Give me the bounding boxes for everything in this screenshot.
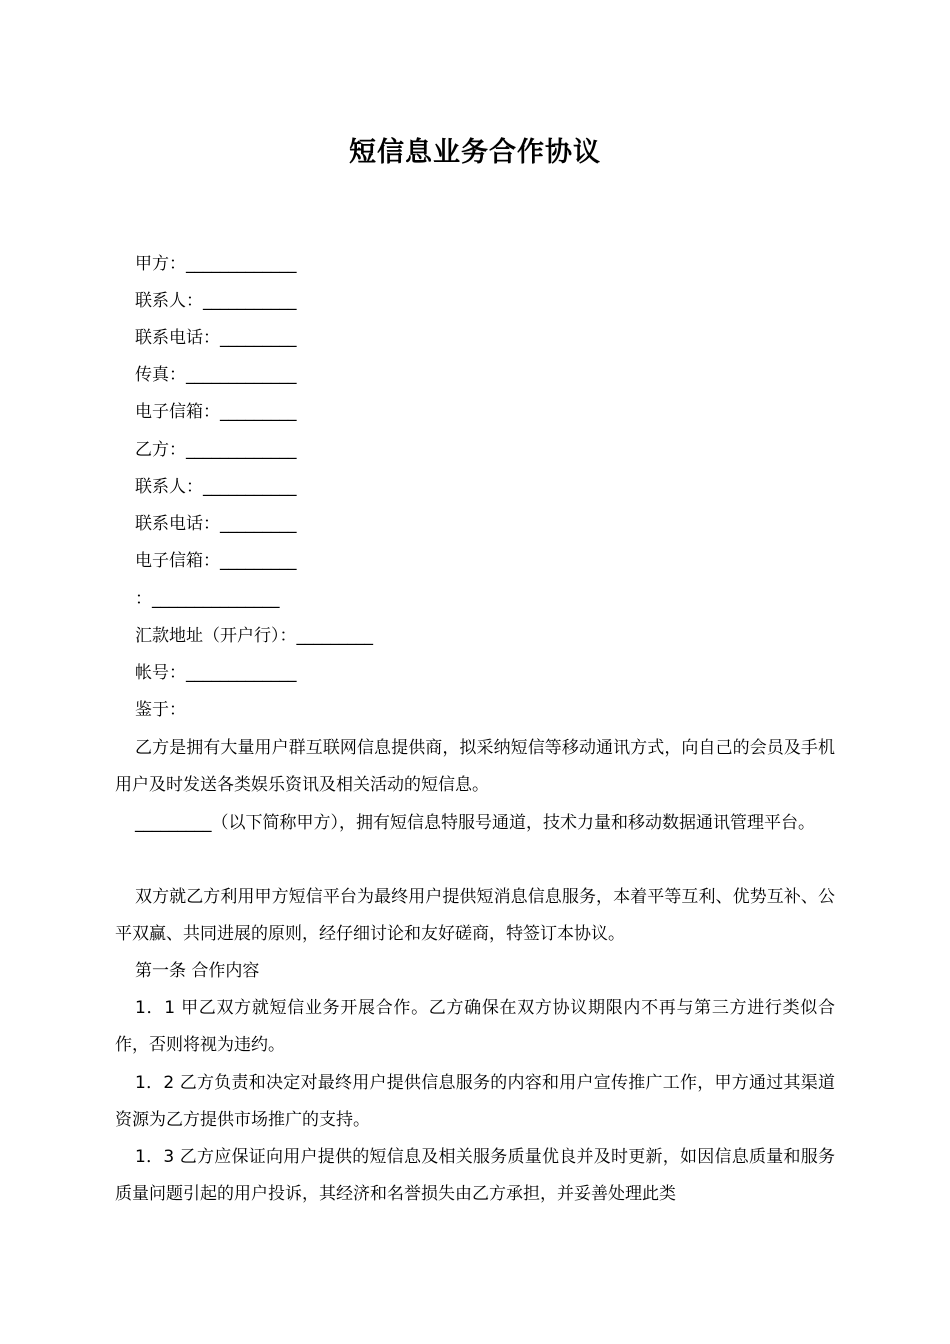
party-b-field	[135, 438, 297, 462]
field-label: 联系电话：	[135, 514, 220, 534]
field-label: 联系人：	[135, 477, 203, 497]
remittance-bank-field	[135, 624, 373, 648]
clause-1-2: 1．2 乙方负责和决定对最终用户提供信息服务的内容和用户宣传推广工作，甲方通过其渠道资源为乙方提供市场推广的支持。	[115, 1073, 835, 1130]
paragraph-party-a-intro: _________（以下简称甲方），拥有短信息特服号通道，技术力量和移动数据通讯管理平台。	[135, 813, 815, 833]
field-label: 乙方：	[135, 440, 186, 460]
party-a-phone-field	[135, 326, 297, 350]
field-label: 鉴于：	[135, 700, 186, 720]
clause-1-1: 1．1 甲乙双方就短信业务开展合作。乙方确保在双方协议期限内不再与第三方进行类似合作，否则将视为违约。	[115, 998, 835, 1055]
field-label: 帐号：	[135, 663, 186, 683]
field-label: 电子信箱：	[135, 402, 220, 422]
field-label: 联系人：	[135, 291, 203, 311]
paragraph-party-b-intro: 乙方是拥有大量用户群互联网信息提供商，拟采纳短信等移动通讯方式，向自己的会员及手机用户及时发送各类娱乐资讯及相关活动的短信息。	[115, 738, 835, 795]
field-blank: _____________	[186, 440, 297, 460]
whereas-heading	[135, 698, 186, 722]
party-b-phone-field	[135, 512, 297, 536]
field-blank: _________	[296, 626, 373, 646]
unnamed-field	[135, 587, 280, 611]
field-label: 传真：	[135, 365, 186, 385]
field-blank: _____________	[186, 663, 297, 683]
field-blank: _________	[220, 328, 297, 348]
party-a-contact-field	[135, 289, 297, 313]
field-blank: _________	[220, 551, 297, 571]
account-number-field	[135, 661, 297, 685]
clause-1-3: 1．3 乙方应保证向用户提供的短信息及相关服务质量优良并及时更新，如因信息质量和服务质量问题引起的用户投诉，其经济和名誉损失由乙方承担，并妥善处理此类	[115, 1147, 835, 1204]
field-label: 甲方：	[135, 254, 186, 274]
field-blank: _____________	[186, 254, 297, 274]
party-b-email-field	[135, 549, 297, 573]
field-label: 联系电话：	[135, 328, 220, 348]
field-blank: _________	[220, 514, 297, 534]
paragraph-agreement-basis: 双方就乙方利用甲方短信平台为最终用户提供短消息信息服务，本着平等互利、优势互补、公平双赢、共同进展的原则，经仔细讨论和友好磋商，特签订本协议。	[115, 887, 835, 944]
party-b-contact-field	[135, 475, 297, 499]
field-blank: ___________	[203, 291, 297, 311]
field-label: ：	[135, 589, 152, 609]
document-title: 短信息业务合作协议	[349, 137, 601, 168]
field-blank: _____________	[186, 365, 297, 385]
field-blank: ___________	[203, 477, 297, 497]
article-one-heading: 第一条 合作内容	[135, 961, 260, 981]
field-label: 电子信箱：	[135, 551, 220, 571]
field-blank: _______________	[152, 589, 280, 609]
party-a-field	[135, 252, 297, 276]
party-a-fax-field	[135, 363, 297, 387]
party-a-email-field	[135, 400, 297, 424]
field-label: 汇款地址（开户行）：	[135, 626, 297, 646]
field-blank: _________	[220, 402, 297, 422]
